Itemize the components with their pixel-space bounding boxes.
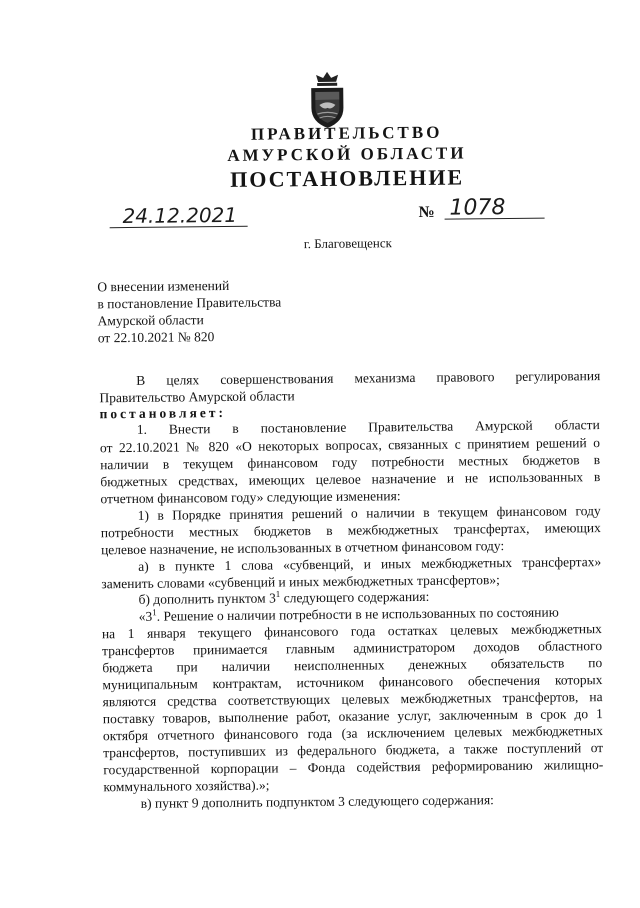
body-line: трансфертов принимается главным администратором доходов областного — [102, 638, 603, 659]
body-line: от 22.10.2021 № 820 «О некоторых вопросах, связанных с принятием решений о — [99, 435, 601, 456]
body-line-postanovlyaet: постановляет: — [99, 404, 227, 422]
subject-line: Амурской области — [97, 312, 204, 329]
body-line: коммунального хозяйства).»; — [103, 777, 270, 795]
superscript: 1 — [152, 607, 157, 618]
org-name-line2: АМУРСКОЙ ОБЛАСТИ — [227, 143, 467, 165]
body-line: Правительство Амурской области — [99, 388, 295, 406]
body-line: 1. Внести в постановление Правительства Амурской области — [136, 417, 600, 437]
subject-line: в постановление Правительства — [97, 294, 282, 312]
document-date: 24.12.2021 — [122, 202, 238, 229]
org-name-line1: ПРАВИТЕЛЬСТВО — [250, 122, 443, 144]
body-line: отчетном финансовом году» следующие изменения: — [100, 488, 401, 507]
date-underline — [110, 226, 248, 228]
subject-line: от 22.10.2021 № 820 — [97, 329, 215, 346]
body-line: на 1 января текущего финансового года остатках целевых межбюджетных — [101, 621, 602, 642]
body-text: б) дополнить пунктом 3 — [138, 590, 276, 607]
body-line: целевое назначение, не использованных в отчетном финансовом году: — [100, 538, 505, 558]
body-text: . Решение о наличии потребности в не использованных по состоянию — [156, 604, 559, 624]
number-label: № — [418, 203, 435, 221]
body-line: поставку товаров, выполнение работ, оказание услуг, заключенным в срок до 1 — [102, 706, 603, 727]
body-line: октября отчетного финансового года (за исключением целевых межбюджетных — [102, 723, 604, 744]
city: г. Благовещенск — [303, 235, 392, 252]
body-line: потребности местных бюджетов в межбюджетных трансфертах, имеющих — [100, 520, 601, 541]
body-text: «3 — [138, 608, 153, 624]
body-line: бюджетных средствах, имеющих целевое назначение и не использованных в — [100, 469, 601, 490]
coat-of-arms-emblem — [305, 70, 350, 130]
superscript: 1 — [275, 588, 281, 599]
body-line: бюджета при наличии неисполненных денежных обязательств по — [102, 655, 603, 676]
body-line: являются средства соответствующих целевых межбюджетных трансфертов, на — [102, 689, 603, 710]
body-line: государственной корпорации – Фонда содействия реформированию жилищно- — [103, 757, 604, 778]
body-line: В целях совершенствования механизма правового регулирования — [136, 368, 601, 388]
subject-line: О внесении изменений — [97, 277, 230, 295]
document-number: 1078 — [449, 195, 506, 221]
document-type-title: ПОСТАНОВЛЕНИЕ — [230, 164, 465, 192]
subject-block — [97, 276, 281, 346]
body-line: заменить словами «субвенций и иных межбюджетных трансфертов»; — [101, 572, 500, 592]
body-line: муниципальным контрактам, источником финансового обеспечения которых — [102, 672, 603, 693]
body-line: 1) в Порядке принятия решений о наличии в текущем финансовом году — [137, 503, 601, 523]
body-line: наличии в текущем финансовом году потребности местных бюджетов в — [100, 452, 601, 473]
body-line: в) пункт 9 дополнить подпунктом 3 следующего содержания: — [140, 792, 494, 811]
body-line: а) в пункте 1 слова «субвенций, и иных межбюджетных трансфертах» — [138, 554, 602, 574]
body-line: трансфертов, поступивших из федерального бюджета, а также поступлений от — [103, 740, 604, 761]
body-text: следующего содержания: — [280, 588, 430, 606]
